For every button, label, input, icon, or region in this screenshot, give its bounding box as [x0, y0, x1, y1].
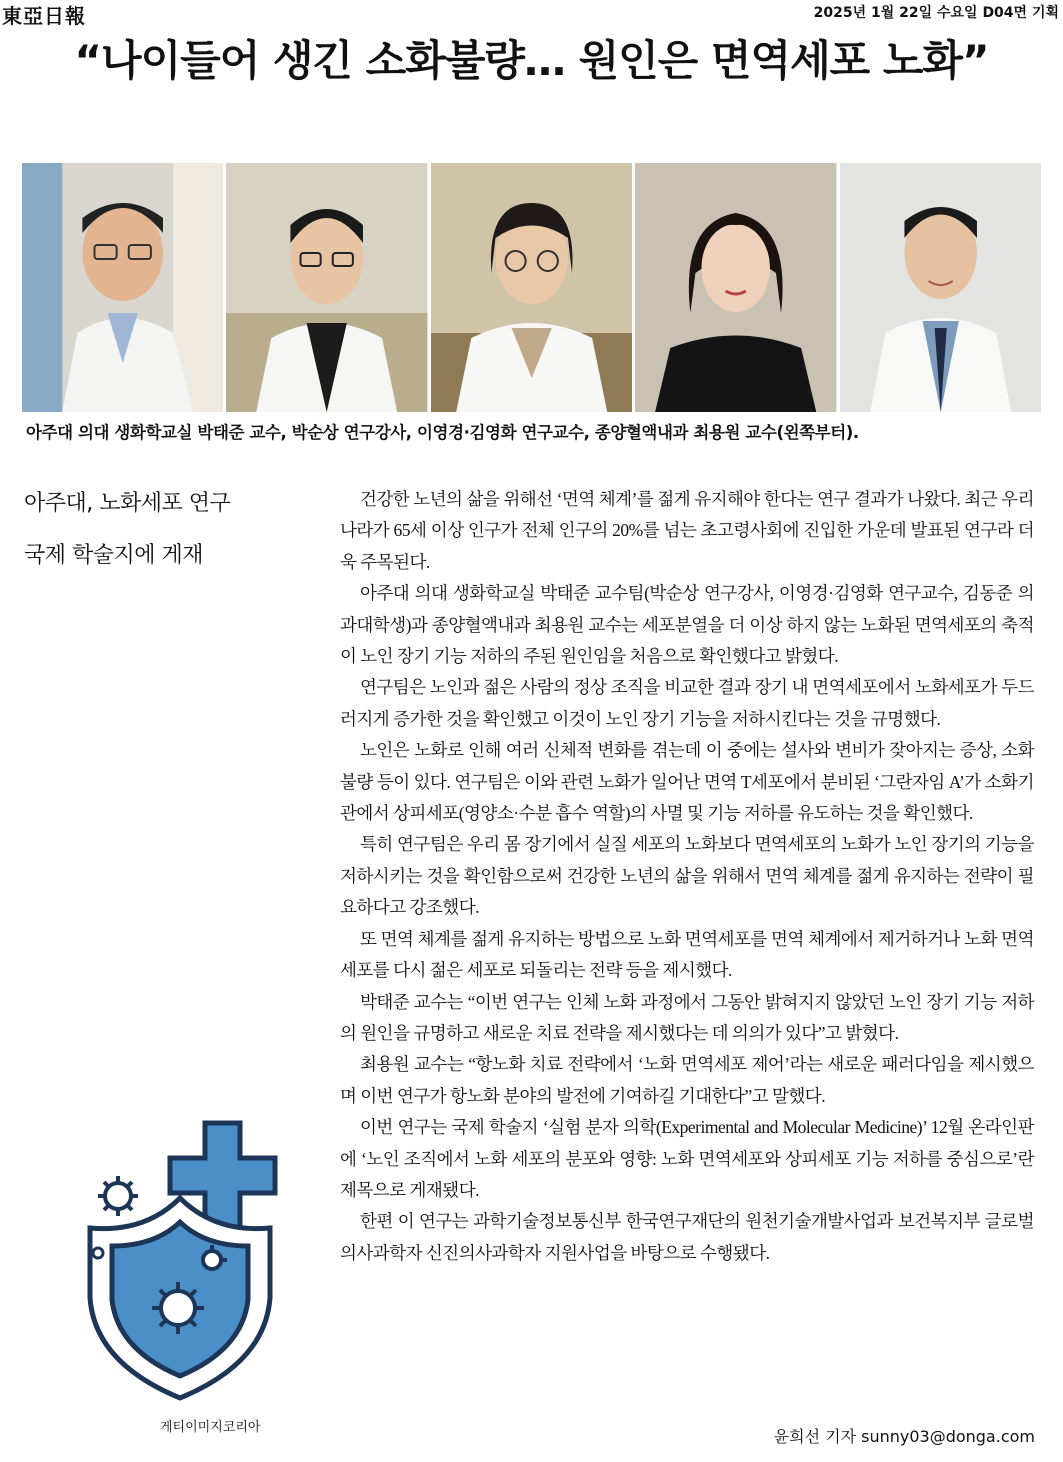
paragraph: 한편 이 연구는 과학기술정보통신부 한국연구재단의 원천기술개발사업과 보건복지부 글로벌의사과학자 신진의사과학자 지원사업을 바탕으로 수행됐다.: [340, 1211, 1034, 1263]
paragraph: 연구팀은 노인과 젊은 사람의 정상 조직을 비교한 결과 장기 내 면역세포에서 노화세포가 두드러지게 증가한 것을 확인했고 이것이 노인 장기 기능을 저하시킨다는 것을 규명했다.: [340, 677, 1034, 729]
paragraph: 노인은 노화로 인해 여러 신체적 변화를 겪는데 이 중에는 설사와 변비가 잦아지는 증상, 소화불량 등이 있다. 연구팀은 이와 관련 노화가 일어난 면역 T세포에서 분비된 ‘그란자임 A’가 소화기관에서 상피세포(영양소·수분 흡수 역할)의 사멸 및 기능 저하를 유도하는 것을 확인했다.: [340, 740, 1034, 824]
byline: 윤희선 기자 sunny03@donga.com: [773, 1427, 1035, 1446]
headline: “나이들어 생긴 소화불량… 원인은 면역세포 노화”: [74, 36, 989, 85]
photo-strip: [22, 163, 1041, 412]
illustration-credit: 게티이미지코리아: [160, 1420, 261, 1435]
shield-virus-illustration: [70, 1118, 310, 1408]
paragraph: 또 면역 체계를 젊게 유지하는 방법으로 노화 면역세포를 면역 체계에서 제거하거나 노화 면역세포를 다시 젊은 세포로 되돌리는 전략 등을 제시했다.: [340, 928, 1034, 981]
photo-caption: 아주대 의대 생화학교실 박태준 교수, 박순상 연구강사, 이영경·김영화 연구교수, 종양혈액내과 최용원 교수(왼쪽부터).: [26, 423, 859, 442]
subhead: [24, 478, 324, 582]
portrait-photo-1: [22, 163, 223, 412]
portrait-photo-4: [635, 163, 836, 412]
article-body: [340, 484, 1034, 1269]
paragraph: 특히 연구팀은 우리 몸 장기에서 실질 세포의 노화보다 면역세포의 노화가 노인 장기의 기능을 저하시키는 것을 확인함으로써 건강한 노년의 삶을 위해서 면역 체계를 젊게 유지하는 전략이 필요하다고 강조했다.: [340, 834, 1034, 918]
subhead-line-2: 국제 학술지에 게재: [24, 543, 204, 568]
portrait-photo-2: [226, 163, 427, 412]
paragraph: 박태준 교수는 “이번 연구는 인체 노화 과정에서 그동안 밝혀지지 않았던 노인 장기 기능 저하의 원인을 규명하고 새로운 치료 전략을 제시했다는 데 의의가 있다”고 밝혔다.: [340, 991, 1034, 1043]
dateline: 2025년 1월 22일 수요일 D04면 기획: [813, 5, 1059, 21]
paragraph: 아주대 의대 생화학교실 박태준 교수팀(박순상 연구강사, 이영경·김영화 연구교수, 김동준 의과대학생)과 종양혈액내과 최용원 교수는 세포분열을 더 이상 하지 않는 노화된 면역세포의 축적이 노인 장기 기능 저하의 주된 원인임을 처음으로 확인했다고 밝혔다.: [340, 583, 1034, 667]
paragraph: 이번 연구는 국제 학술지 ‘실험 분자 의학(Experimental and Molecular Medicine)’ 12월 온라인판에 ‘노인 조직에서 노화 세포의 분포와 영향: 노화 면역세포와 상피세포 기능 저하를 중심으로’란 제목으로 게재됐다.: [340, 1117, 1034, 1200]
masthead-logo: 東亞日報: [2, 4, 86, 28]
portrait-photo-5: [840, 163, 1041, 412]
portrait-photo-3: [431, 163, 632, 412]
paragraph: 최용원 교수는 “항노화 치료 전략에서 ‘노화 면역세포 제어’라는 새로운 패러다임을 제시했으며 이번 연구가 항노화 분야의 발전에 기여하길 기대한다”고 말했다.: [340, 1054, 1034, 1106]
subhead-line-1: 아주대, 노화세포 연구: [24, 491, 231, 516]
paragraph: 건강한 노년의 삶을 위해선 ‘면역 체계’를 젊게 유지해야 한다는 연구 결과가 나왔다. 최근 우리나라가 65세 이상 인구가 전체 인구의 20%를 넘는 초고령사회에 진입한 가운데 발표된 연구라 더욱 주목된다.: [340, 489, 1034, 572]
